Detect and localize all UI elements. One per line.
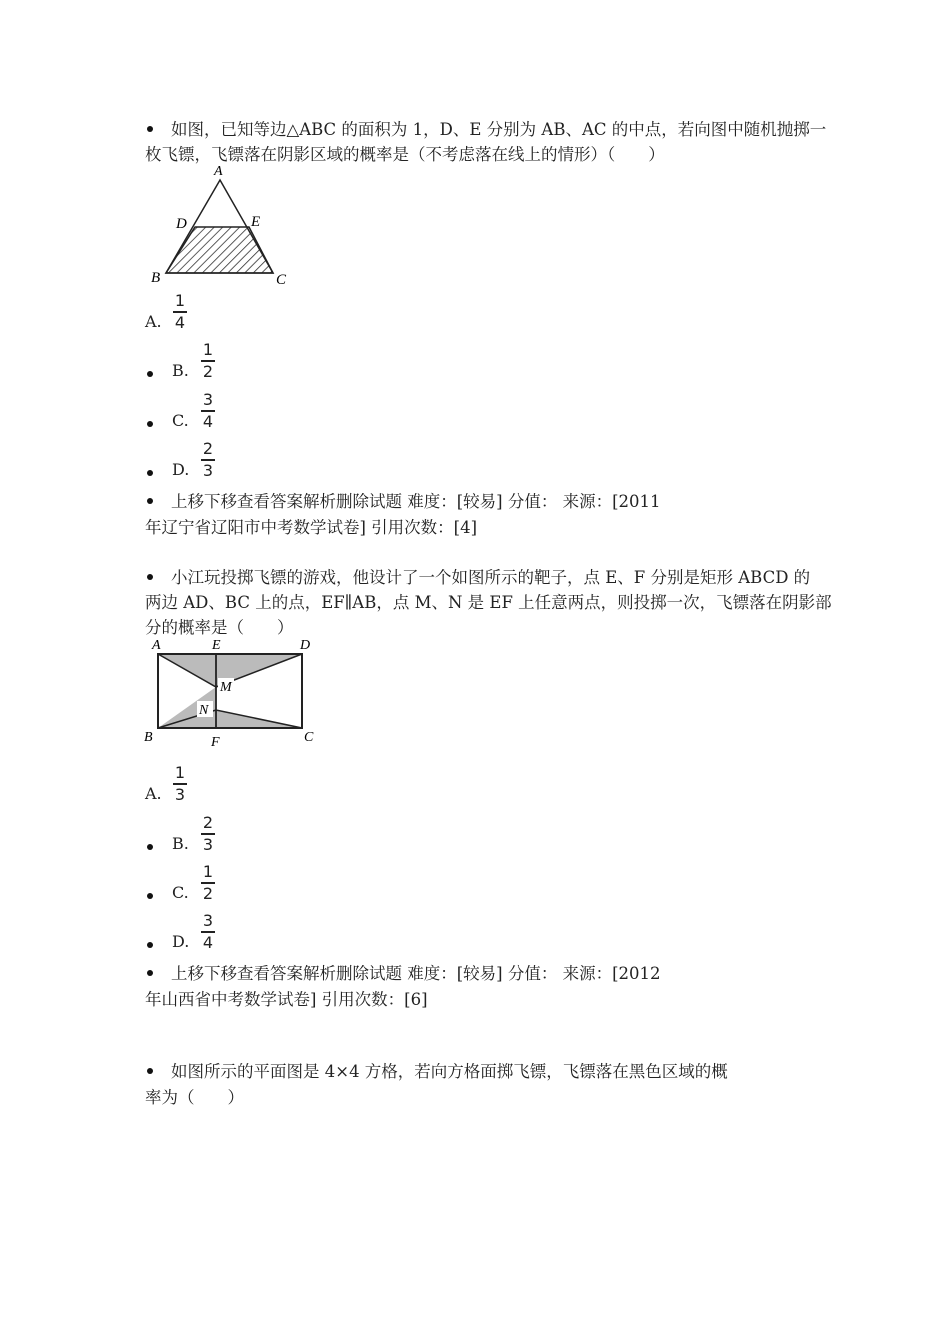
label-m: M	[220, 680, 232, 695]
option-letter: B.	[172, 834, 189, 853]
label-e: E	[212, 638, 221, 653]
q1-meta-text: 上移下移查看答案解析删除试题 难度：[较易] 分值： 来源：[2011	[171, 492, 661, 511]
option-letter: D.	[172, 932, 190, 951]
shaded-trapezoid	[166, 227, 273, 273]
q2-stem-1: 小江玩投掷飞镖的游戏，他设计了一个如图所示的靶子，点 E、F 分别是矩形 ABCD 的	[171, 568, 811, 587]
numerator: 1	[202, 862, 214, 881]
q2-text-line-1	[145, 566, 810, 590]
q1-meta-line-2: 年辽宁省辽阳市中考数学试卷] 引用次数：[4]	[145, 518, 478, 537]
option-letter: C.	[172, 411, 189, 430]
fraction	[201, 391, 215, 431]
denominator: 4	[174, 312, 186, 332]
denominator: 3	[202, 460, 214, 480]
label-a: A	[214, 164, 223, 179]
q2-text-line-3: 分的概率是（ ）	[145, 618, 294, 637]
fraction	[201, 341, 215, 381]
option-letter: B.	[172, 361, 189, 380]
bullet	[147, 942, 153, 948]
q2-meta-text: 上移下移查看答案解析删除试题 难度：[较易] 分值： 来源：[2012	[171, 964, 661, 983]
denominator: 2	[202, 361, 214, 381]
bullet	[147, 498, 153, 504]
numerator: 2	[202, 813, 214, 832]
label-f: F	[211, 735, 220, 750]
bullet	[147, 893, 153, 899]
q3-text-line-2: 率为（ ）	[145, 1088, 244, 1107]
denominator: 3	[174, 784, 186, 804]
q2-meta-line-2: 年山西省中考数学试卷] 引用次数：[6]	[145, 990, 428, 1009]
q3-text-line-1	[145, 1060, 728, 1084]
q1-triangle-figure	[145, 160, 295, 290]
label-d: D	[300, 638, 311, 653]
numerator: 1	[202, 340, 214, 359]
q1-text-line-2: 枚飞镖，飞镖落在阴影区域的概率是（不考虑落在线上的情形）（ ）	[145, 145, 665, 164]
numerator: 1	[174, 291, 186, 310]
fraction	[201, 912, 215, 952]
option-letter: C.	[172, 883, 189, 902]
label-e: E	[251, 214, 261, 230]
q1-stem-1: 如图，已知等边△ABC 的面积为 1，D、E 分别为 AB、AC 的中点，若向图中随机抛掷一	[171, 120, 827, 139]
bullet	[147, 371, 153, 377]
q1-text-line-1	[145, 118, 826, 142]
fraction	[201, 814, 215, 854]
denominator: 4	[202, 932, 214, 952]
fraction	[173, 764, 187, 804]
bullet	[147, 574, 153, 580]
numerator: 3	[202, 390, 214, 409]
label-b: B	[144, 730, 153, 745]
fraction	[201, 440, 215, 480]
label-b: B	[151, 270, 161, 286]
label-d: D	[176, 216, 187, 232]
denominator: 3	[202, 834, 214, 854]
bullet	[147, 970, 153, 976]
denominator: 2	[202, 883, 214, 903]
fraction	[173, 292, 187, 332]
fraction	[201, 863, 215, 903]
label-c: C	[276, 272, 287, 288]
option-letter: A.	[145, 312, 162, 331]
numerator: 2	[202, 439, 214, 458]
option-letter: A.	[145, 784, 162, 803]
label-a: A	[152, 638, 161, 653]
q2-rectangle-figure	[140, 634, 330, 752]
label-c: C	[304, 730, 314, 745]
bullet	[147, 1068, 153, 1074]
denominator: 4	[202, 411, 214, 431]
q2-meta-line-1	[145, 962, 661, 986]
numerator: 1	[174, 763, 186, 782]
q3-stem-1: 如图所示的平面图是 4×4 方格，若向方格面掷飞镖，飞镖落在黑色区域的概	[171, 1062, 728, 1081]
label-n: N	[199, 703, 209, 718]
bullet	[147, 470, 153, 476]
q1-meta-line-1	[145, 490, 661, 514]
numerator: 3	[202, 911, 214, 930]
option-letter: D.	[172, 460, 190, 479]
q2-text-line-2: 两边 AD、BC 上的点，EF∥AB，点 M、N 是 EF 上任意两点，则投掷一次，飞镖落在阴影部	[145, 593, 832, 612]
bullet	[147, 844, 153, 850]
bullet	[147, 126, 153, 132]
bullet	[147, 421, 153, 427]
